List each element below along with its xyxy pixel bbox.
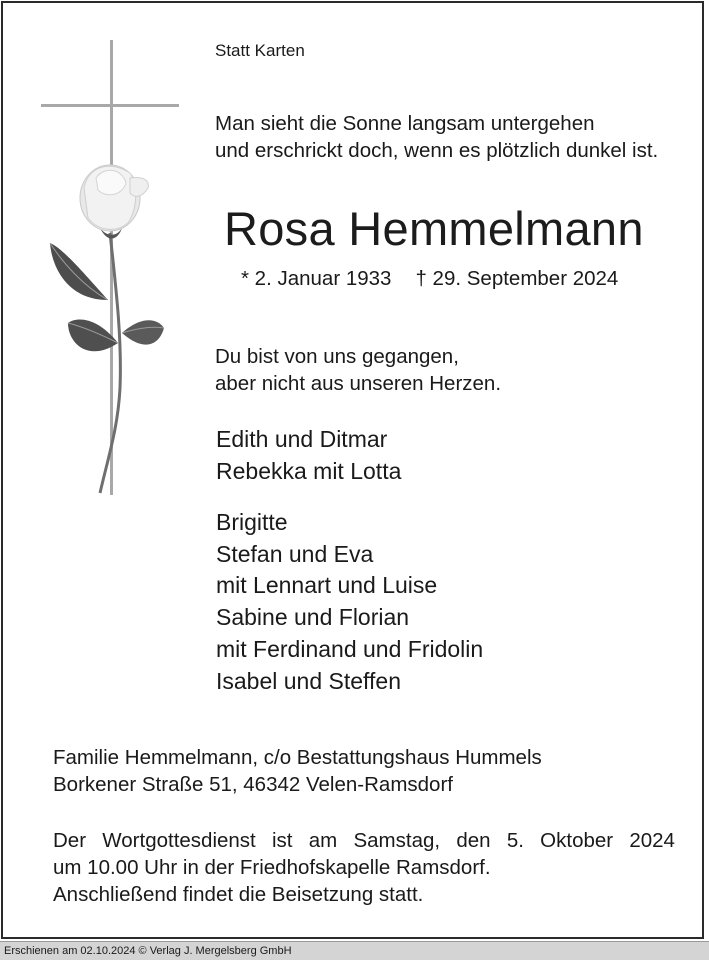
service-word: Wortgottesdienst xyxy=(102,829,256,852)
service-information xyxy=(53,827,675,908)
service-word: 5. xyxy=(506,829,524,852)
publication-footer: Erschienen am 02.10.2024 © Verlag J. Mergelsberg GmbH xyxy=(0,941,709,960)
birth-date: * 2. Januar 1933 xyxy=(241,267,392,290)
service-word: ist xyxy=(272,829,293,852)
deceased-name: Rosa Hemmelmann xyxy=(224,202,644,255)
service-line: um 10.00 Uhr in der Friedhofskapelle Ramsdorf. xyxy=(53,856,491,879)
obituary-card xyxy=(1,1,704,939)
service-word: Samstag, xyxy=(353,829,441,852)
header-statt-karten: Statt Karten xyxy=(215,41,305,60)
mourners-group-1 xyxy=(216,423,401,487)
mourner-line: Sabine und Florian xyxy=(216,604,410,631)
mourners-group-2 xyxy=(216,507,483,697)
service-line: Anschließend findet die Beisetzung statt. xyxy=(53,883,424,906)
mourner-line: Edith und Ditmar xyxy=(216,426,388,452)
service-word: Der xyxy=(53,829,87,852)
life-dates xyxy=(241,267,618,291)
opening-quote xyxy=(215,110,658,164)
service-line-justified xyxy=(53,827,675,854)
contact-line: Borkener Straße 51, 46342 Velen-Ramsdorf xyxy=(53,773,453,796)
contact-line: Familie Hemmelmann, c/o Bestattungshaus Hummels xyxy=(53,746,542,769)
mourner-line: mit Lennart und Luise xyxy=(216,572,438,599)
verse-line: aber nicht aus unseren Herzen. xyxy=(215,372,502,395)
mourner-line: mit Ferdinand und Fridolin xyxy=(216,635,484,662)
service-word: am xyxy=(308,829,338,852)
service-word: 2024 xyxy=(629,829,675,852)
service-word: Oktober xyxy=(540,829,614,852)
verse-line: Du bist von uns gegangen, xyxy=(215,345,459,368)
mourner-line: Stefan und Eva xyxy=(216,540,374,567)
mourner-line: Brigitte xyxy=(216,509,288,535)
farewell-verse xyxy=(215,343,501,397)
death-date: † 29. September 2024 xyxy=(415,267,619,290)
mourner-line: Isabel und Steffen xyxy=(216,667,401,694)
contact-address xyxy=(53,744,542,798)
quote-line: Man sieht die Sonne langsam untergehen xyxy=(215,112,595,135)
mourner-line: Rebekka mit Lotta xyxy=(216,458,402,484)
cross-and-rose-icon xyxy=(38,38,188,498)
quote-line: und erschrickt doch, wenn es plötzlich dunkel ist. xyxy=(215,139,659,162)
service-word: den xyxy=(456,829,491,852)
